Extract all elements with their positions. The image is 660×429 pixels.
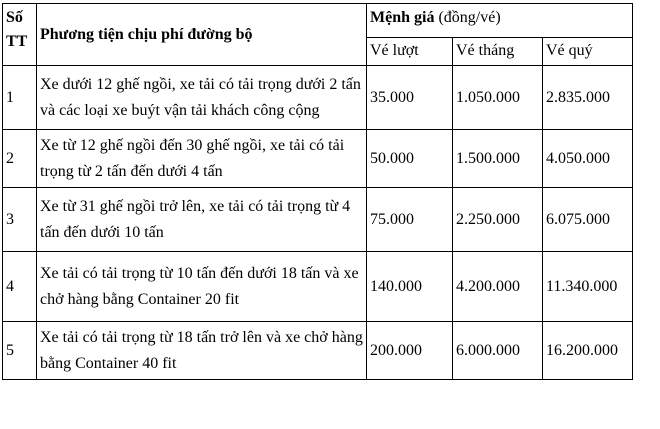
road-fee-table <box>2 3 633 380</box>
table-row <box>3 66 633 130</box>
row-stt: 2 <box>3 130 37 188</box>
table-row <box>3 252 633 322</box>
header-price-unit: (đồng/vé) <box>438 9 501 26</box>
row-monthly-price: 4.200.000 <box>453 252 543 322</box>
row-monthly-price: 6.000.000 <box>453 322 543 380</box>
header-price-group <box>367 4 633 38</box>
row-vehicle: Xe tải có tải trọng từ 10 tấn đến dưới 18 tấn và xe chở hàng bằng Container 20 fit <box>37 252 367 322</box>
table-row <box>3 130 633 188</box>
row-monthly-price: 1.050.000 <box>453 66 543 130</box>
row-stt: 4 <box>3 252 37 322</box>
row-single-price: 75.000 <box>367 188 453 252</box>
table-row <box>3 322 633 380</box>
header-single-ticket: Vé lượt <box>367 38 453 66</box>
row-vehicle: Xe dưới 12 ghế ngồi, xe tải có tải trọng dưới 2 tấn và các loại xe buýt vận tải khách công cộng <box>37 66 367 130</box>
row-monthly-price: 2.250.000 <box>453 188 543 252</box>
row-monthly-price: 1.500.000 <box>453 130 543 188</box>
table-header-row <box>3 4 633 38</box>
header-monthly-ticket: Vé tháng <box>453 38 543 66</box>
row-vehicle: Xe từ 31 ghế ngồi trở lên, xe tải có tải trọng từ 4 tấn đến dưới 10 tấn <box>37 188 367 252</box>
row-quarterly-price: 11.340.000 <box>543 252 633 322</box>
row-stt: 5 <box>3 322 37 380</box>
header-price-label: Mệnh giá <box>370 9 435 26</box>
row-stt: 1 <box>3 66 37 130</box>
header-quarterly-ticket: Vé quý <box>543 38 633 66</box>
row-stt: 3 <box>3 188 37 252</box>
row-quarterly-price: 6.075.000 <box>543 188 633 252</box>
row-single-price: 50.000 <box>367 130 453 188</box>
table-row <box>3 188 633 252</box>
header-vehicle-type: Phương tiện chịu phí đường bộ <box>37 4 367 66</box>
row-vehicle: Xe tải có tải trọng từ 18 tấn trở lên và xe chở hàng bằng Container 40 fit <box>37 322 367 380</box>
row-quarterly-price: 4.050.000 <box>543 130 633 188</box>
row-single-price: 35.000 <box>367 66 453 130</box>
row-single-price: 200.000 <box>367 322 453 380</box>
row-quarterly-price: 2.835.000 <box>543 66 633 130</box>
fee-table-container <box>2 3 633 380</box>
row-vehicle: Xe từ 12 ghế ngồi đến 30 ghế ngồi, xe tải có tải trọng từ 2 tấn đến dưới 4 tấn <box>37 130 367 188</box>
row-single-price: 140.000 <box>367 252 453 322</box>
row-quarterly-price: 16.200.000 <box>543 322 633 380</box>
header-stt: Số TT <box>3 4 37 66</box>
